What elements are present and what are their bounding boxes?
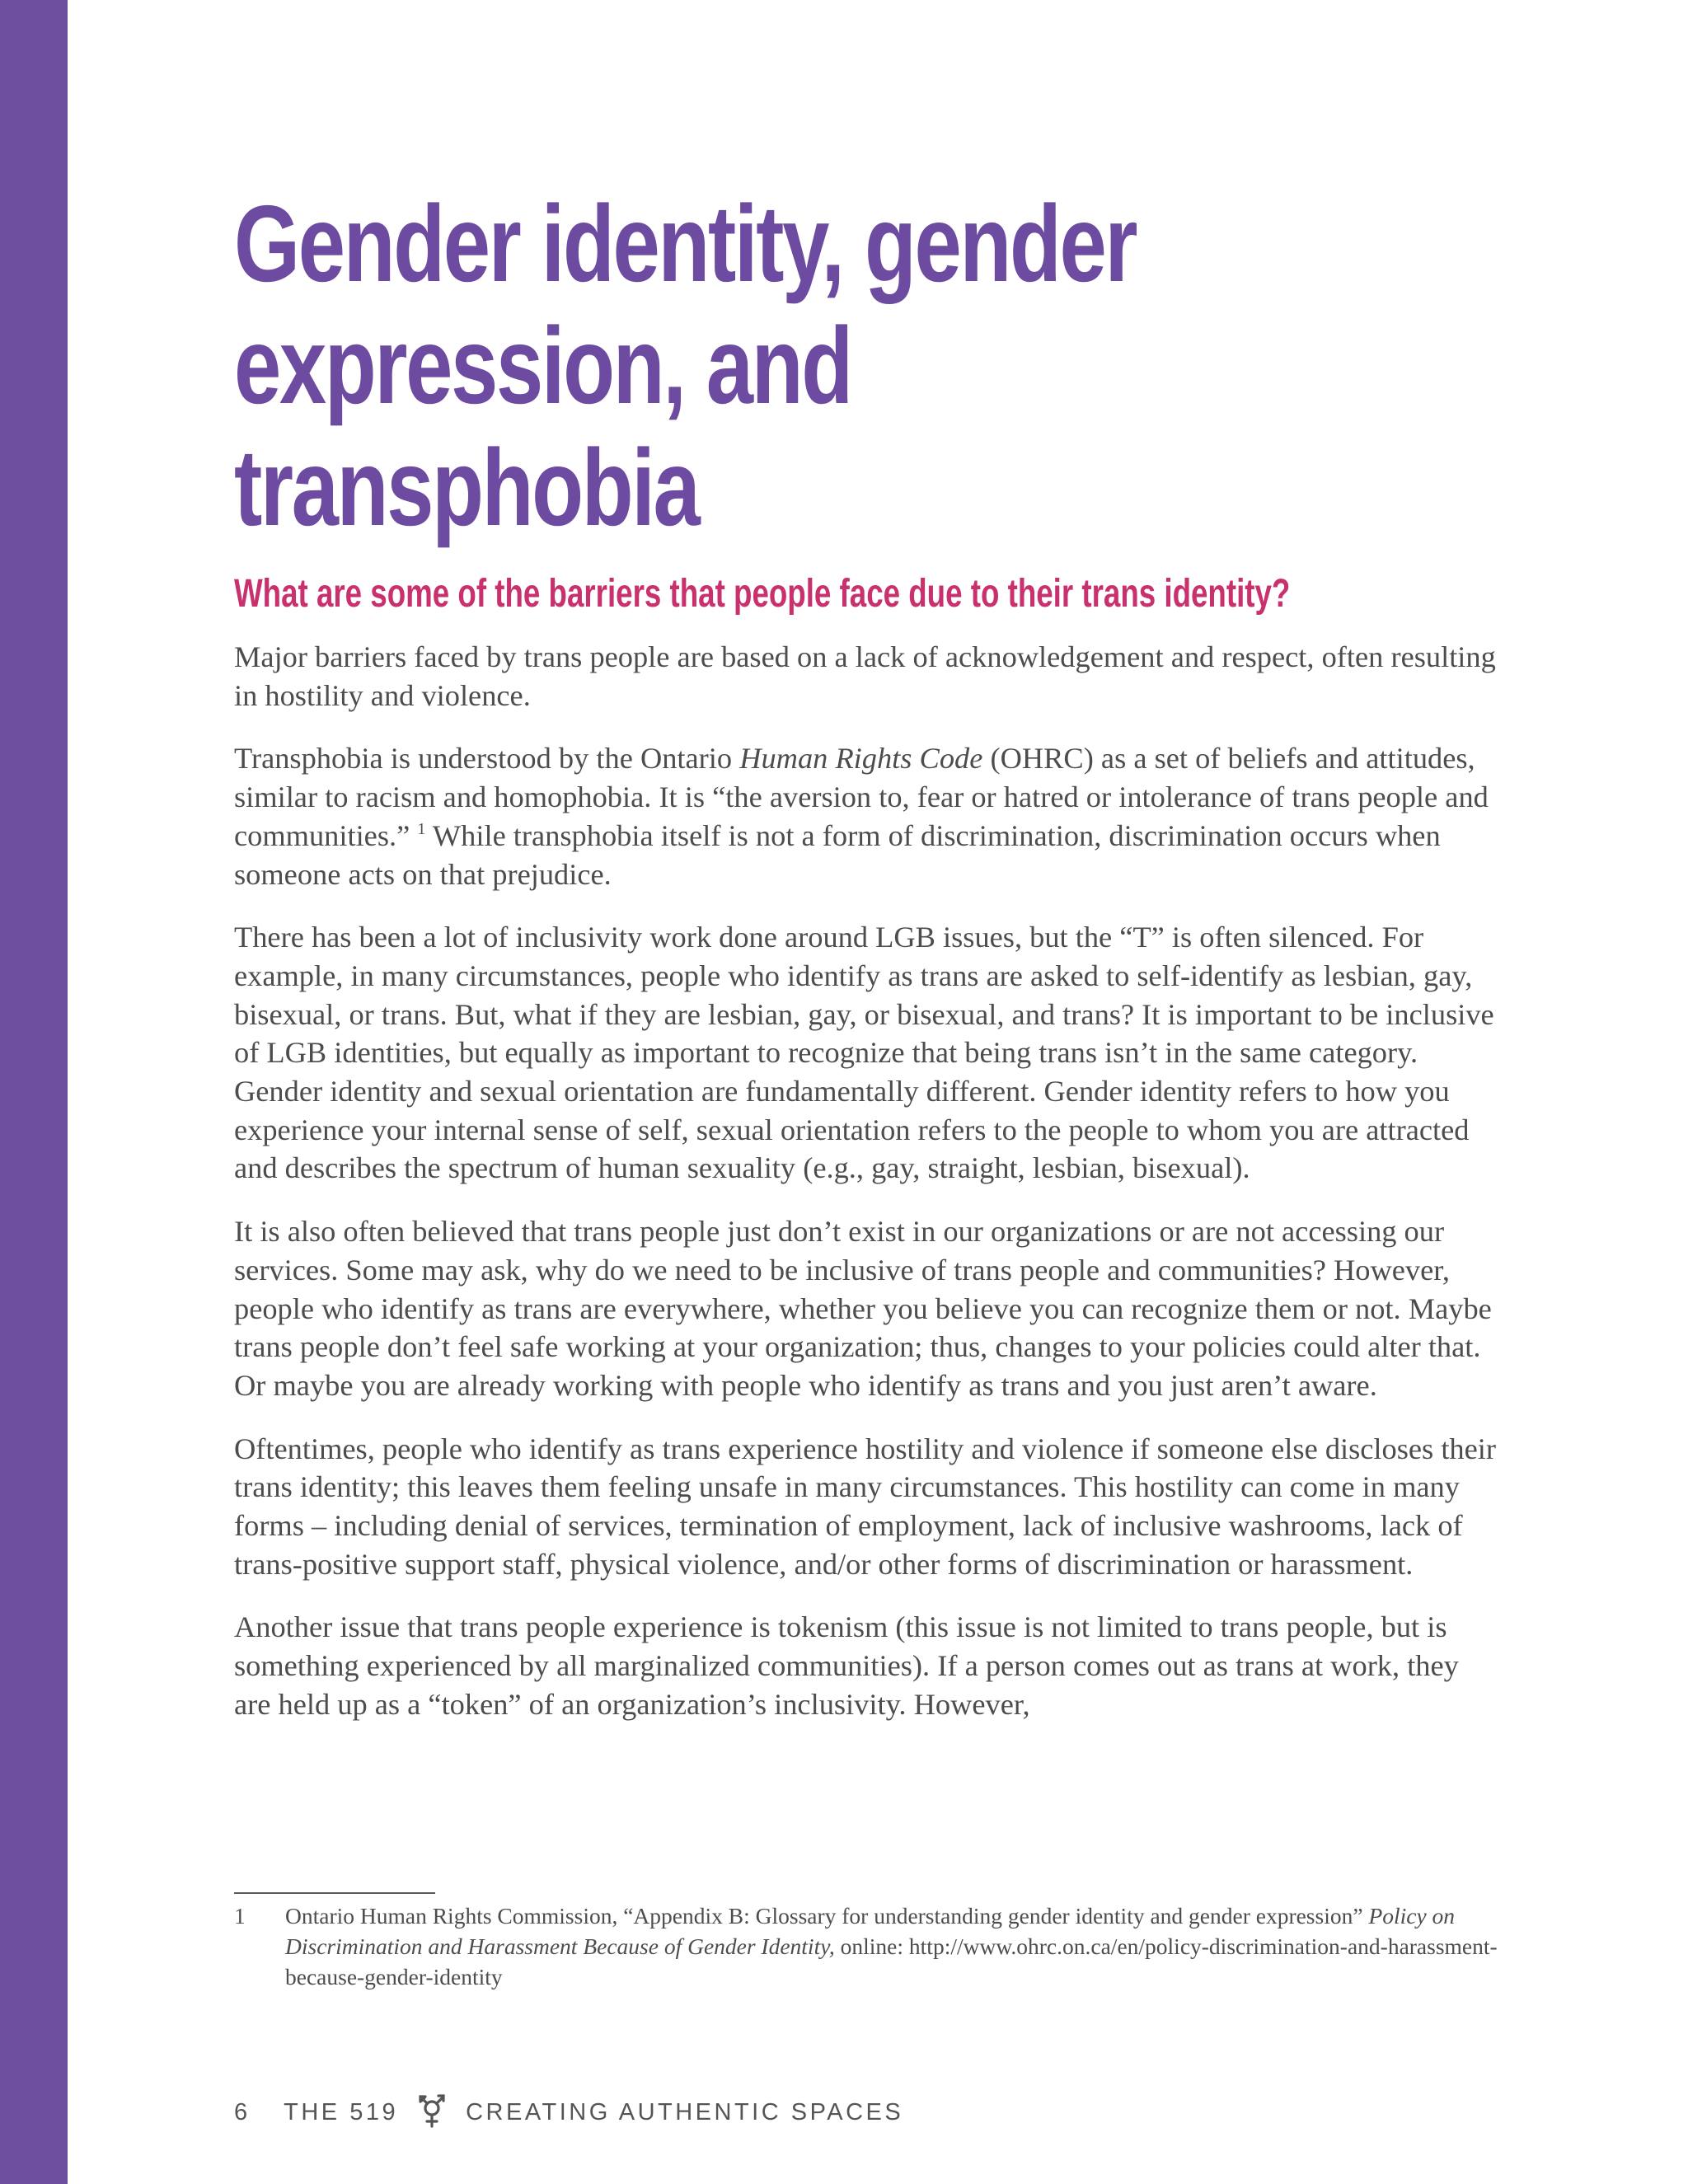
footnote-policy-title: Policy on Discrimination and Harassment Because of Gender Identity, xyxy=(285,1903,1456,1959)
footnote xyxy=(234,1900,1503,1992)
organization-name: THE 519 xyxy=(284,2098,399,2125)
footnote-reference[interactable]: 1 xyxy=(417,819,426,838)
code-title: Human Rights Code xyxy=(739,742,983,776)
footnote-url-text[interactable]: online: http://www.ohrc.on.ca/en/policy-discrimination-and-harassment-because-gender-identity xyxy=(285,1933,1498,1990)
footnote-text-start: Ontario Human Rights Commission, “Appendix B: Glossary for understanding gender identity and gender expression” xyxy=(285,1903,1369,1929)
transgender-symbol-icon xyxy=(415,2089,449,2135)
paragraph-6: Another issue that trans people experience is tokenism (this issue is not limited to trans people, but is something experienced by all marginalized communities). If a person comes out as trans at work, they are held up as a “token” of an organization’s inclusivity. However, xyxy=(234,1610,1459,1721)
body-text xyxy=(234,638,1499,1749)
page-title: Gender identity, gender expression, and transphobia xyxy=(234,183,1137,548)
paragraph-2-start: Transphobia is understood by the Ontario xyxy=(234,742,740,776)
page-number: 6 xyxy=(234,2098,248,2125)
publication-title: CREATING AUTHENTIC SPACES xyxy=(466,2098,904,2125)
left-color-bar xyxy=(0,0,68,2184)
paragraph-2-end: While transphobia itself is not a form of discrimination, discrimination occurs when someone acts on that prejudice. xyxy=(234,818,1441,891)
paragraph-3: There has been a lot of inclusivity work done around LGB issues, but the “T” is often silenced. For example, in many circumstances, people who identify as trans are asked to self-identify as lesbian, gay, bisexual, or trans. But, what if they are lesbian, gay, or bisexual, and trans? It is important to be inclusive of LGB identities, but equally as important to recognize that being trans isn’t in the same category. Gender identity and sexual orientation are fundamentally different. Gender identity refers to how you experience your internal sense of self, sexual orientation refers to the people to whom you are attracted and describes the spectrum of human sexuality (e.g., gay, straight, lesbian, bisexual). xyxy=(234,921,1494,1185)
section-subheading: What are some of the barriers that people face due to their trans identity? xyxy=(234,572,1291,616)
page-footer xyxy=(234,2092,903,2133)
footnote-divider xyxy=(234,1892,435,1894)
footnote-number: 1 xyxy=(234,1903,246,1929)
paragraph-2-middle: (OHRC) as a set of beliefs and attitudes, similar to racism and homophobia. It is “the aversion to, fear or hatred or intolerance of trans people and communities.” xyxy=(234,742,1489,852)
paragraph-1: Major barriers faced by trans people are based on a lack of acknowledgement and respect, often resulting in hostility and violence. xyxy=(234,640,1496,712)
paragraph-2 xyxy=(234,739,1499,893)
paragraph-5: Oftentimes, people who identify as trans experience hostility and violence if someone else discloses their trans identity; this leaves them feeling unsafe in many circumstances. This hostility can come in many forms – including denial of services, termination of employment, lack of inclusive washrooms, lack of trans-positive support staff, physical violence, and/or other forms of discrimination or harassment. xyxy=(234,1432,1497,1581)
footnote-text xyxy=(285,1900,1503,1992)
paragraph-4: It is also often believed that trans people just don’t exist in our organizations or are not accessing our services. Some may ask, why do we need to be inclusive of trans people and communities? However, people who identify as trans are everywhere, whether you believe you can recognize them or not. Maybe trans people don’t feel safe working at your organization; thus, changes to your policies could alter that. Or maybe you are already working with people who identify as trans and you just aren’t aware. xyxy=(234,1215,1492,1402)
